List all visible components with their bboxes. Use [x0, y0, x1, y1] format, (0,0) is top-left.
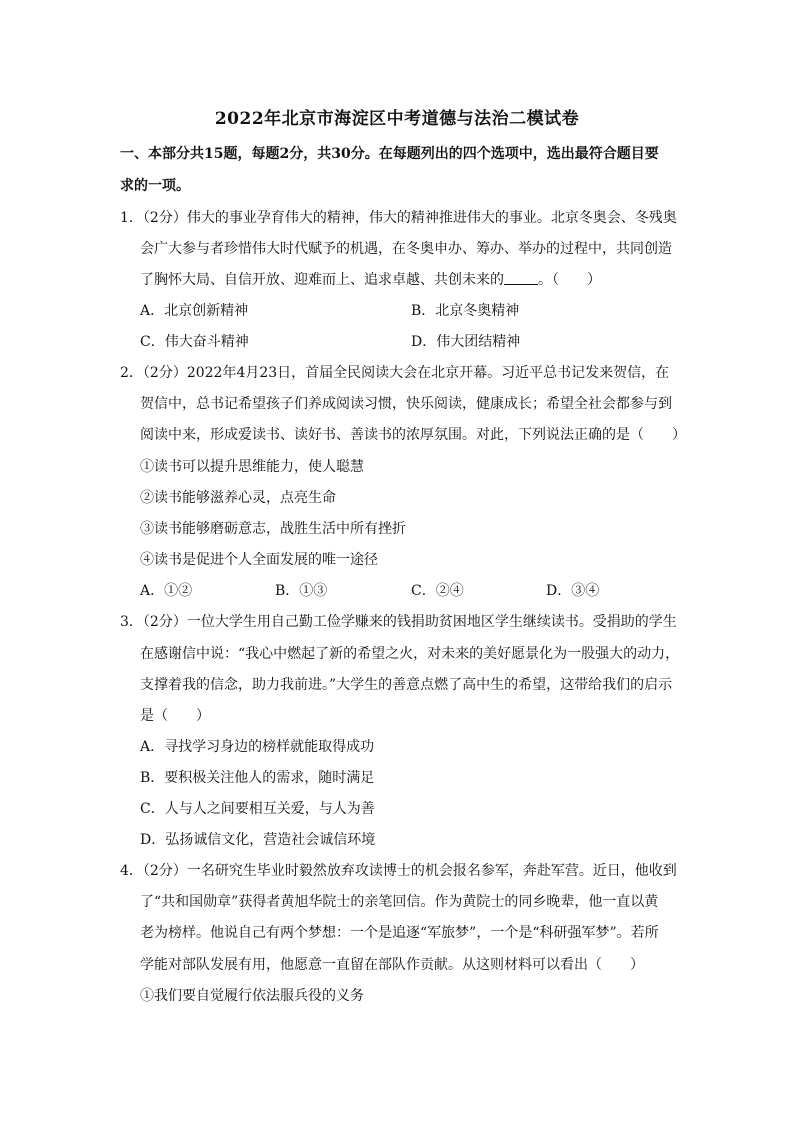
question-1-option-b: B．北京冬奥精神: [411, 303, 520, 319]
question-2-option-d: D．③④: [546, 583, 600, 599]
question-3-stem-line-2: 在感谢信中说：“我心中燃起了新的希望之火，对未来的美好愿景化为一股强大的动力，: [140, 646, 680, 662]
question-3-option-b: B．要积极关注他人的需求，随时满足: [140, 770, 375, 786]
question-3-stem-line-4: 是（ ）: [140, 708, 210, 724]
question-4-stem-line-3: 老为榜样。他说自己有两个梦想：一个是追逐“军旅梦”，一个是“科研强军梦”。若所: [140, 925, 659, 941]
question-2-statement-3: ③读书能够磨砺意志，战胜生活中所有挫折: [140, 521, 406, 537]
question-3-option-c: C．人与人之间要相互关爱，与人为善: [140, 801, 375, 817]
question-2-statement-4: ④读书是促进个人全面发展的唯一途径: [140, 552, 378, 568]
question-4-stem-line-2: 了“共和国勋章”获得者黄旭华院士的亲笔回信。作为黄院士的同乡晚辈，他一直以黄: [140, 894, 659, 910]
answer-blank: [504, 270, 538, 285]
question-2-stem-line-3: 阅读中来，形成爱读书、读好书、善读书的浓厚氛围。对此，下列说法正确的是（ ）: [140, 427, 686, 443]
page-title: 2022年北京市海淀区中考道德与法治二模试卷: [214, 109, 580, 129]
question-3-stem-line-3: 支撑着我的信念，助力我前进。”大学生的善意点燃了高中生的希望，这带给我们的启示: [140, 677, 673, 693]
question-4-stem-line-1: 4．（2分）一名研究生毕业时毅然放弃攻读博士的机会报名参军，奔赴军营。近日，他收到: [120, 863, 677, 879]
question-1-option-c: C．伟大奋斗精神: [140, 334, 249, 350]
question-1-stem-line-2: 会广大参与者珍惜伟大时代赋予的机遇，在冬奥申办、筹办、举办的过程中，共同创造: [140, 241, 672, 257]
question-2-option-c: C．②④: [411, 583, 464, 599]
question-2-statement-1: ①读书可以提升思维能力，使人聪慧: [140, 459, 364, 475]
question-3-stem-line-1: 3．（2分）一位大学生用自己勤工俭学赚来的钱捐助贫困地区学生继续读书。受捐助的学生: [120, 614, 677, 630]
section-instruction-line-2: 求的一项。: [120, 178, 190, 194]
question-1-stem-line-1: 1．（2分）伟大的事业孕育伟大的精神，伟大的精神推进伟大的事业。北京冬奥会、冬残奥: [120, 210, 677, 226]
question-1-stem-text: 了胸怀大局、自信开放、迎难而上、追求卓越、共创未来的: [140, 272, 504, 288]
question-2-option-a: A．①②: [140, 583, 193, 599]
question-2-stem-line-1: 2．（2分）2022年4月23日，首届全民阅读大会在北京开幕。习近平总书记发来贺信，在: [120, 365, 670, 381]
question-1-stem-line-3: [140, 270, 601, 290]
question-2-stem-line-2: 贺信中，总书记希望孩子们养成阅读习惯，快乐阅读，健康成长；希望全社会都参与到: [140, 396, 672, 412]
question-1-stem-end: 。（ ）: [538, 272, 601, 288]
question-2-option-b: B．①③: [275, 583, 328, 599]
question-1-option-a: A．北京创新精神: [140, 303, 249, 319]
question-4-stem-line-4: 学能对部队发展有用，他愿意一直留在部队作贡献。从这则材料可以看出（ ）: [140, 957, 644, 973]
question-4-statement-1: ①我们要自觉履行依法服兵役的义务: [140, 988, 364, 1004]
question-3-option-d: D．弘扬诚信文化，营造社会诚信环境: [140, 832, 376, 848]
question-1-option-d: D．伟大团结精神: [411, 334, 521, 350]
question-3-option-a: A．寻找学习身边的榜样就能取得成功: [140, 739, 375, 755]
section-instruction-line-1: 一、本部分共15题，每题2分，共30分。在每题列出的四个选项中，选出最符合题目要: [120, 146, 659, 162]
question-2-statement-2: ②读书能够滋养心灵，点亮生命: [140, 490, 336, 506]
